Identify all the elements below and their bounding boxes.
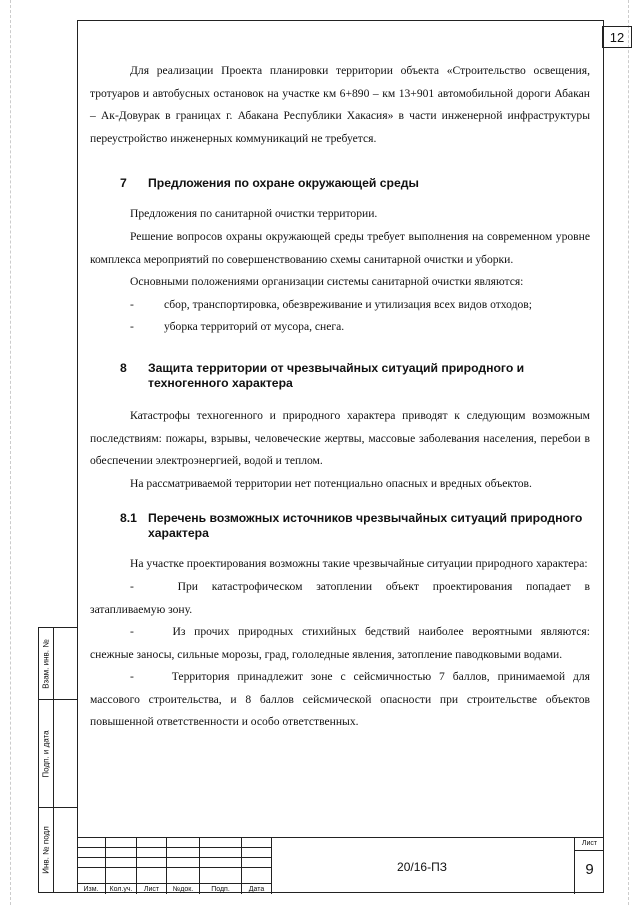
title-block [77, 837, 604, 893]
stamp-col-izm: Изм. [77, 838, 106, 894]
sheet-label: Лист [575, 838, 604, 851]
stamp-col-ndok: №док. [167, 838, 200, 894]
vzam-inv-label: Взам. инв. № [41, 638, 51, 689]
bullet-dash: - [130, 579, 134, 593]
bullet-dash: - [130, 625, 134, 639]
list-item-text: При катастрофическом затоплении объект проектирования попадает в затапливаемую зону. [90, 579, 590, 616]
scan-edge-line-right [628, 0, 629, 905]
heading-text: Предложения по охране окружающей среды [148, 176, 419, 191]
stamp-col-list: Лист [137, 838, 167, 894]
stamp-col-podp: Подп. [200, 838, 242, 894]
inv-podl-label: Инв. № подл [41, 826, 51, 874]
bullet-dash: - [130, 297, 134, 311]
section7-paragraph-2: Решение вопросов охраны окружающей среды требует выполнения на современном уровне комплекса мероприятий по совершенствованию схемы санитарной очистки и уборки. [90, 229, 590, 266]
section81-paragraph-1: На участке проектирования возможны такие чрезвычайные ситуации природного характера: [130, 557, 588, 571]
list-item-text: Территория принадлежит зоне с сейсмичностью 7 баллов, принимаемой для массового строительства, и 8 баллов сейсмической опасности при строительстве объектов повышенной ответственности и особо ответственных. [90, 670, 590, 729]
intro-paragraph: Для реализации Проекта планировки территории объекта «Строительство освещения, тротуаров и автобусных остановок на участке км 6+890 – км 13+901 автомобильной дороги Абакан – Ак-Довурак в границах г. Абакана Республики Хакасия» в части инженерной инфраструктуры переустройство инженерных коммуникаций не требуется. [90, 64, 590, 145]
list-item-text: Из прочих природных стихийных бедствий наиболее вероятными являются: снежные заносы, сильные морозы, град, гололедные явления, затопление паводковыми водами. [90, 625, 590, 661]
stamp-col-kolvo: Кол.уч. [106, 838, 137, 894]
list-item [90, 576, 590, 621]
list-item-text: сбор, транспортировка, обезвреживание и утилизация всех видов отходов; [164, 297, 532, 311]
sheet-number: 9 [585, 861, 594, 878]
left-approval-strip [38, 627, 77, 893]
section8-paragraph-1: Катастрофы техногенного и природного характера приводят к следующим возможным последствиям: пожары, взрывы, человеческие жертвы, массовые заболевания населения, перебои в обеспечении электроэнергией, водой и теплом. [90, 408, 590, 468]
top-page-number: 12 [602, 26, 632, 48]
list-item [90, 294, 590, 317]
scan-edge-line-left [10, 0, 11, 905]
podp-data-cell [39, 700, 78, 808]
section7-paragraph-3: Основными положениями организации системы санитарной очистки являются: [130, 275, 524, 289]
stamp-col-data: Дата [242, 838, 272, 894]
list-item [90, 316, 590, 339]
document-code: 20/16-ПЗ [397, 860, 447, 874]
section8-paragraph-2: На рассматриваемой территории нет потенциально опасных и вредных объектов. [130, 476, 532, 490]
heading-text: Перечень возможных источников чрезвычайных ситуаций природного характера [148, 511, 583, 541]
document-body [90, 60, 590, 734]
heading-8 [90, 361, 590, 391]
list-item [90, 621, 590, 666]
heading-8-1 [90, 511, 590, 541]
heading-7 [90, 176, 590, 191]
heading-text: Защита территории от чрезвычайных ситуаций природного и техногенного характера [148, 360, 525, 390]
inv-podl-cell [39, 808, 78, 892]
heading-number: 8 [120, 360, 127, 375]
list-item [90, 666, 590, 734]
list-item-text: уборка территорий от мусора, снега. [164, 320, 345, 334]
sheet-number-box [574, 838, 604, 894]
heading-number: 7 [120, 176, 127, 191]
bullet-dash: - [130, 320, 134, 334]
podp-data-label: Подп. и дата [41, 729, 51, 778]
vzam-inv-cell [39, 628, 78, 700]
bullet-dash: - [130, 670, 134, 684]
section7-paragraph-1: Предложения по санитарной очистки территории. [130, 207, 378, 221]
heading-number: 8.1 [120, 511, 137, 526]
